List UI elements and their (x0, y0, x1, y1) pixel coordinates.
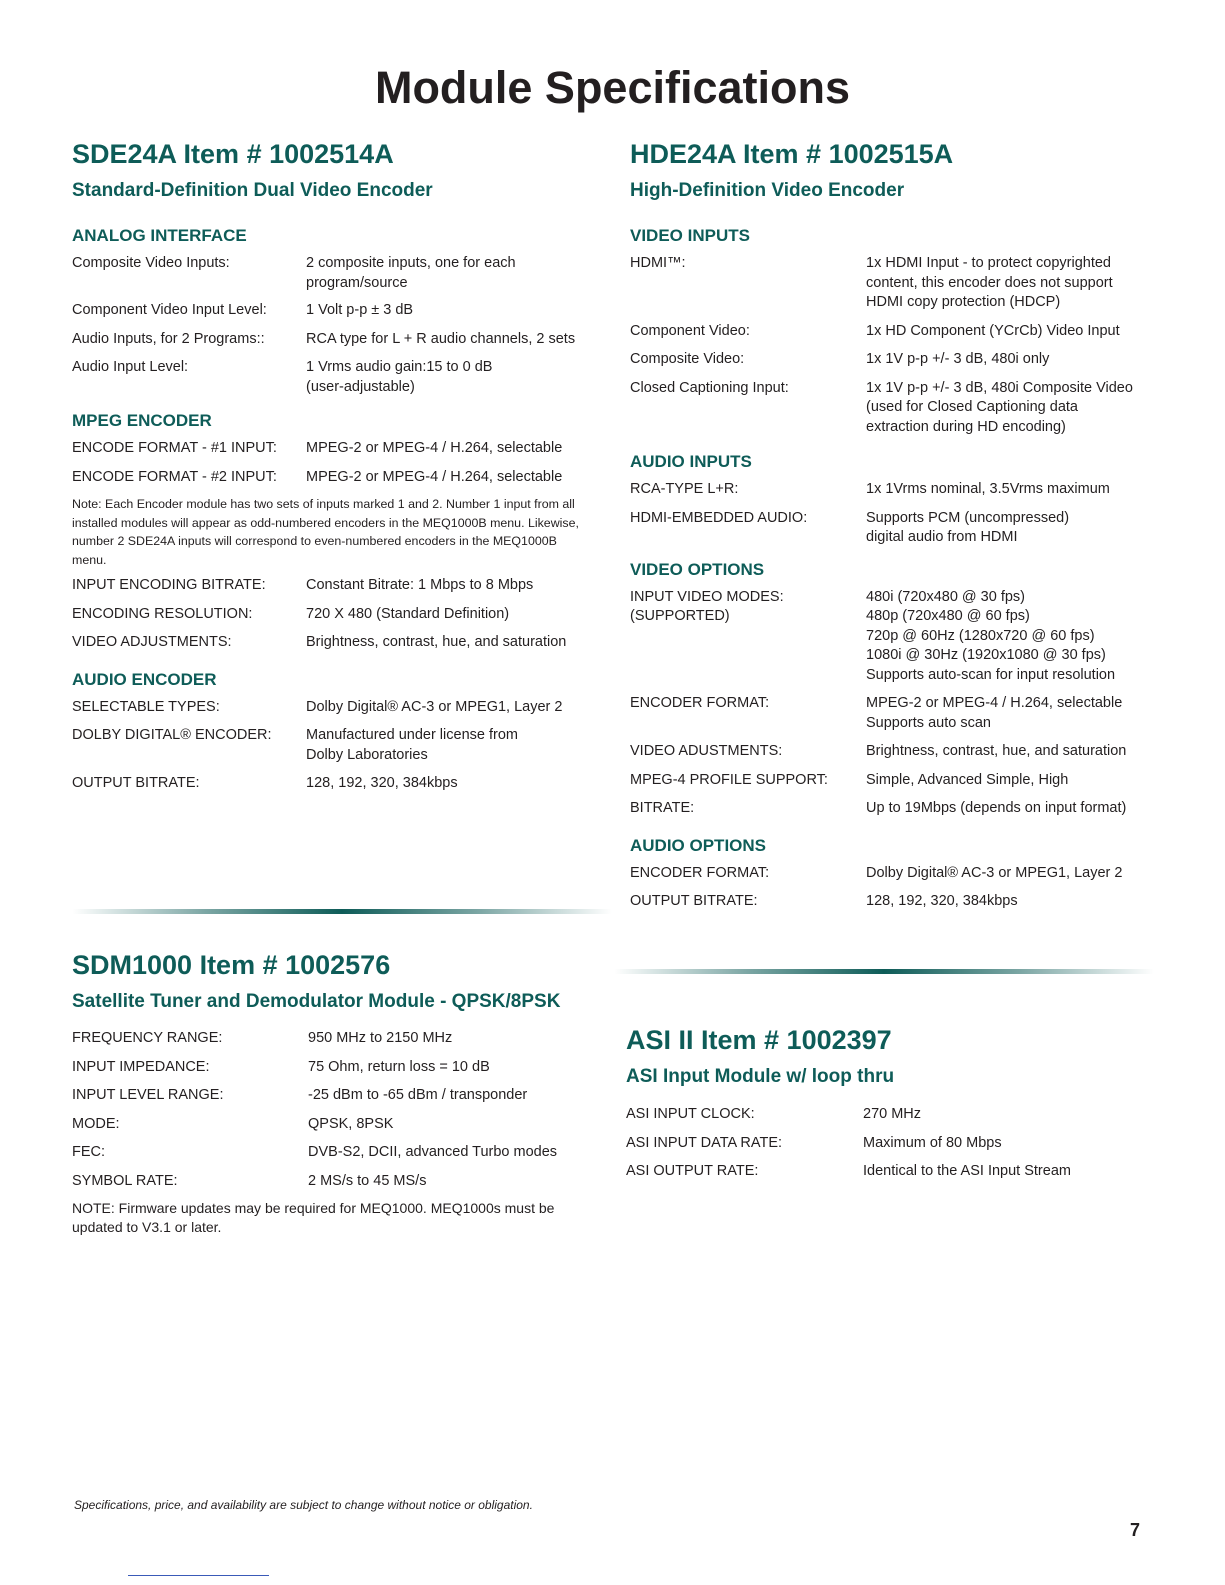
spec-row (626, 1134, 1166, 1154)
spec-value: 1x HDMI Input - to protect copyrighted content, this encoder does not support HDMI copy protection (HDCP) (866, 255, 1113, 310)
spec-row (630, 379, 1170, 438)
audio-inputs-rows (630, 480, 1170, 548)
spec-value: Brightness, contrast, hue, and saturation (306, 634, 567, 650)
spec-row (72, 1086, 612, 1106)
spec-label: MPEG-4 PROFILE SUPPORT: (630, 771, 828, 788)
video-options-heading: VIDEO OPTIONS (630, 559, 765, 579)
page-number: 7 (1130, 1520, 1141, 1540)
spec-value: Identical to the ASI Input Stream (863, 1163, 1071, 1179)
spec-row (630, 864, 1170, 884)
spec-label: SYMBOL RATE: (72, 1172, 178, 1189)
spec-row (630, 254, 1170, 313)
spec-label: ENCODING RESOLUTION: (72, 605, 253, 622)
asi2-section (626, 1024, 1166, 1182)
spec-row (72, 1029, 612, 1049)
footer-disclaimer: Specifications, price, and availability are subject to change without notice or obligation. (74, 1498, 533, 1512)
sde24a-subtitle: Standard-Definition Dual Video Encoder (72, 180, 433, 201)
spec-value: 270 MHz (863, 1106, 922, 1122)
mpeg-encoder-rows (72, 439, 592, 487)
spec-row (72, 633, 592, 653)
video-inputs-rows (630, 254, 1170, 437)
spec-row (72, 301, 592, 321)
spec-value: QPSK, 8PSK (308, 1115, 394, 1132)
sdm1000-subtitle: Satellite Tuner and Demodulator Module - QPSK/8PSK (72, 991, 561, 1012)
spec-label: MODE: (72, 1115, 120, 1132)
spec-label: OUTPUT BITRATE: (630, 893, 758, 909)
spec-value: Simple, Advanced Simple, High (866, 771, 1069, 788)
spec-row (72, 726, 592, 765)
spec-row (72, 1143, 612, 1163)
divider-left (72, 909, 612, 914)
mpeg-encoder-note: Note: Each Encoder module has two sets of inputs marked 1 and 2. Number 1 input from all installed modules will appear as odd-numbered encoders in the MEQ1000B menu. Likewise, number 2 SDE24A inputs will correspond to even-numbered encoders in the MEQ1000B menu. (72, 497, 579, 567)
spec-label: HDMI-EMBEDDED AUDIO: (630, 509, 808, 526)
spec-row (630, 322, 1170, 342)
video-options-rows (630, 588, 1170, 819)
analog-interface-rows (72, 254, 592, 397)
spec-value: Manufactured under license from Dolby Laboratories (306, 727, 518, 763)
spec-label: ASI INPUT DATA RATE: (626, 1134, 783, 1151)
audio-inputs-heading: AUDIO INPUTS (630, 452, 752, 471)
spec-value: MPEG-2 or MPEG-4 / H.264, selectable Supports auto scan (866, 695, 1123, 731)
spec-value: MPEG-2 or MPEG-4 / H.264, selectable (306, 440, 563, 456)
spec-label: INPUT IMPEDANCE: (72, 1058, 210, 1075)
spec-row (72, 605, 592, 625)
spec-label: INPUT ENCODING BITRATE: (72, 577, 266, 593)
spec-row (72, 1058, 612, 1078)
spec-value: RCA type for L + R audio channels, 2 sets (306, 330, 576, 347)
spec-value: Up to 19Mbps (depends on input format) (866, 800, 1127, 816)
spec-row (630, 694, 1170, 733)
spec-label: FREQUENCY RANGE: (72, 1030, 223, 1046)
spec-label: VIDEO ADJUSTMENTS: (72, 634, 232, 650)
asi2-rows (626, 1105, 1166, 1182)
spec-row (630, 350, 1170, 370)
spec-label: INPUT VIDEO MODES: (SUPPORTED) (630, 588, 784, 624)
spec-value: 1 Volt p-p ± 3 dB (306, 302, 414, 318)
spec-value: Brightness, contrast, hue, and saturation (866, 743, 1127, 759)
spec-label: Component Video Input Level: (72, 302, 267, 318)
spec-value: 1x 1V p-p +/- 3 dB, 480i Composite Video (used for Closed Captioning data extraction during HD encoding) (866, 379, 1133, 435)
spec-value: 75 Ohm, return loss = 10 dB (308, 1058, 490, 1075)
spec-label: Audio Inputs, for 2 Programs:: (72, 330, 265, 347)
spec-row (72, 576, 592, 596)
spec-value: 720 X 480 (Standard Definition) (306, 605, 510, 622)
spec-value: Dolby Digital® AC-3 or MPEG1, Layer 2 (866, 864, 1123, 881)
hde24a-section (630, 138, 1170, 912)
analog-interface-heading: ANALOG INTERFACE (72, 226, 247, 245)
spec-row (72, 254, 592, 293)
spec-value: DVB-S2, DCII, advanced Turbo modes (308, 1144, 558, 1160)
spec-label: Component Video: (630, 322, 750, 339)
spec-row (72, 358, 592, 397)
page-title: Module Specifications (374, 62, 851, 113)
spec-value: Supports PCM (uncompressed) digital audio from HDMI (866, 509, 1070, 545)
spec-label: RCA-TYPE L+R: (630, 481, 739, 497)
spec-label: INPUT LEVEL RANGE: (72, 1087, 224, 1103)
sdm1000-section (72, 949, 612, 1237)
spec-value: MPEG-2 or MPEG-4 / H.264, selectable (306, 468, 563, 485)
spec-value: 1 Vrms audio gain:15 to 0 dB (user-adjustable) (306, 359, 493, 395)
bottom-link-underline (128, 1575, 269, 1576)
spec-value: 128, 192, 320, 384kbps (866, 893, 1018, 909)
spec-row (630, 742, 1170, 762)
audio-encoder-rows (72, 698, 592, 794)
spec-label: Audio Input Level: (72, 359, 189, 375)
spec-row (626, 1162, 1166, 1182)
mpeg-encoder-heading: MPEG ENCODER (72, 411, 212, 430)
spec-label: FEC: (72, 1144, 106, 1160)
sde24a-title: SDE24A Item # 1002514A (72, 139, 394, 169)
spec-label: ENCODE FORMAT - #1 INPUT: (72, 440, 277, 456)
spec-row (630, 799, 1170, 819)
spec-row (630, 892, 1170, 912)
spec-label: ENCODER FORMAT: (630, 695, 770, 711)
hde24a-subtitle: High-Definition Video Encoder (630, 180, 905, 201)
hde24a-title: HDE24A Item # 1002515A (630, 139, 954, 169)
audio-options-heading: AUDIO OPTIONS (630, 835, 767, 855)
video-inputs-heading: VIDEO INPUTS (630, 226, 750, 245)
sde24a-section (72, 138, 592, 794)
audio-encoder-heading: AUDIO ENCODER (72, 669, 217, 689)
spec-value: 128, 192, 320, 384kbps (306, 775, 458, 791)
spec-row (72, 468, 592, 488)
asi2-title: ASI II Item # 1002397 (626, 1025, 892, 1055)
spec-label: Composite Video Inputs: (72, 255, 230, 271)
spec-row (72, 330, 592, 350)
spec-row (72, 1172, 612, 1192)
spec-row (72, 774, 592, 794)
spec-row (630, 771, 1170, 791)
asi2-subtitle: ASI Input Module w/ loop thru (626, 1066, 895, 1087)
spec-value: 1x 1V p-p +/- 3 dB, 480i only (866, 351, 1050, 367)
spec-row (630, 480, 1170, 500)
sdm1000-note: NOTE: Firmware updates may be required for MEQ1000. MEQ1000s must be updated to V3.1 or later. (72, 1200, 555, 1235)
spec-value: 950 MHz to 2150 MHz (308, 1030, 453, 1046)
sdm1000-rows (72, 1029, 612, 1191)
spec-row (72, 1115, 612, 1135)
spec-value: 1x 1Vrms nominal, 3.5Vrms maximum (866, 481, 1110, 497)
spec-value: 1x HD Component (YCrCb) Video Input (866, 322, 1120, 339)
divider-right (614, 969, 1154, 974)
spec-label: ASI OUTPUT RATE: (626, 1163, 759, 1179)
spec-label: HDMI™: (630, 255, 686, 271)
spec-label: ENCODE FORMAT - #2 INPUT: (72, 468, 277, 485)
mpeg-encoder-rows-b (72, 576, 592, 653)
spec-label: Composite Video: (630, 351, 745, 367)
spec-label: DOLBY DIGITAL® ENCODER: (72, 727, 272, 743)
spec-label: ASI INPUT CLOCK: (626, 1106, 755, 1122)
spec-row (630, 509, 1170, 548)
spec-label: Closed Captioning Input: (630, 379, 789, 396)
spec-row (72, 439, 592, 459)
spec-value: Maximum of 80 Mbps (863, 1134, 1002, 1151)
spec-row (72, 698, 592, 718)
spec-value: Constant Bitrate: 1 Mbps to 8 Mbps (306, 577, 534, 593)
spec-label: VIDEO ADUSTMENTS: (630, 743, 783, 759)
spec-row (626, 1105, 1166, 1125)
spec-label: ENCODER FORMAT: (630, 864, 770, 881)
spec-label: OUTPUT BITRATE: (72, 775, 200, 791)
spec-row (630, 588, 1170, 686)
spec-value: 480i (720x480 @ 30 fps) 480p (720x480 @ 60 fps) 720p @ 60Hz (1280x720 @ 60 fps) 1080i @ 30Hz (1920x1080 @ 30 fps) Supports auto-scan for input resolution (866, 588, 1116, 683)
spec-value: Dolby Digital® AC-3 or MPEG1, Layer 2 (306, 698, 563, 715)
sdm1000-title: SDM1000 Item # 1002576 (72, 950, 391, 980)
spec-value: -25 dBm to -65 dBm / transponder (308, 1087, 528, 1103)
spec-value: 2 composite inputs, one for each program/source (306, 255, 516, 291)
spec-value: 2 MS/s to 45 MS/s (308, 1172, 427, 1189)
spec-label: SELECTABLE TYPES: (72, 698, 220, 715)
spec-label: BITRATE: (630, 800, 695, 816)
audio-options-rows (630, 864, 1170, 912)
